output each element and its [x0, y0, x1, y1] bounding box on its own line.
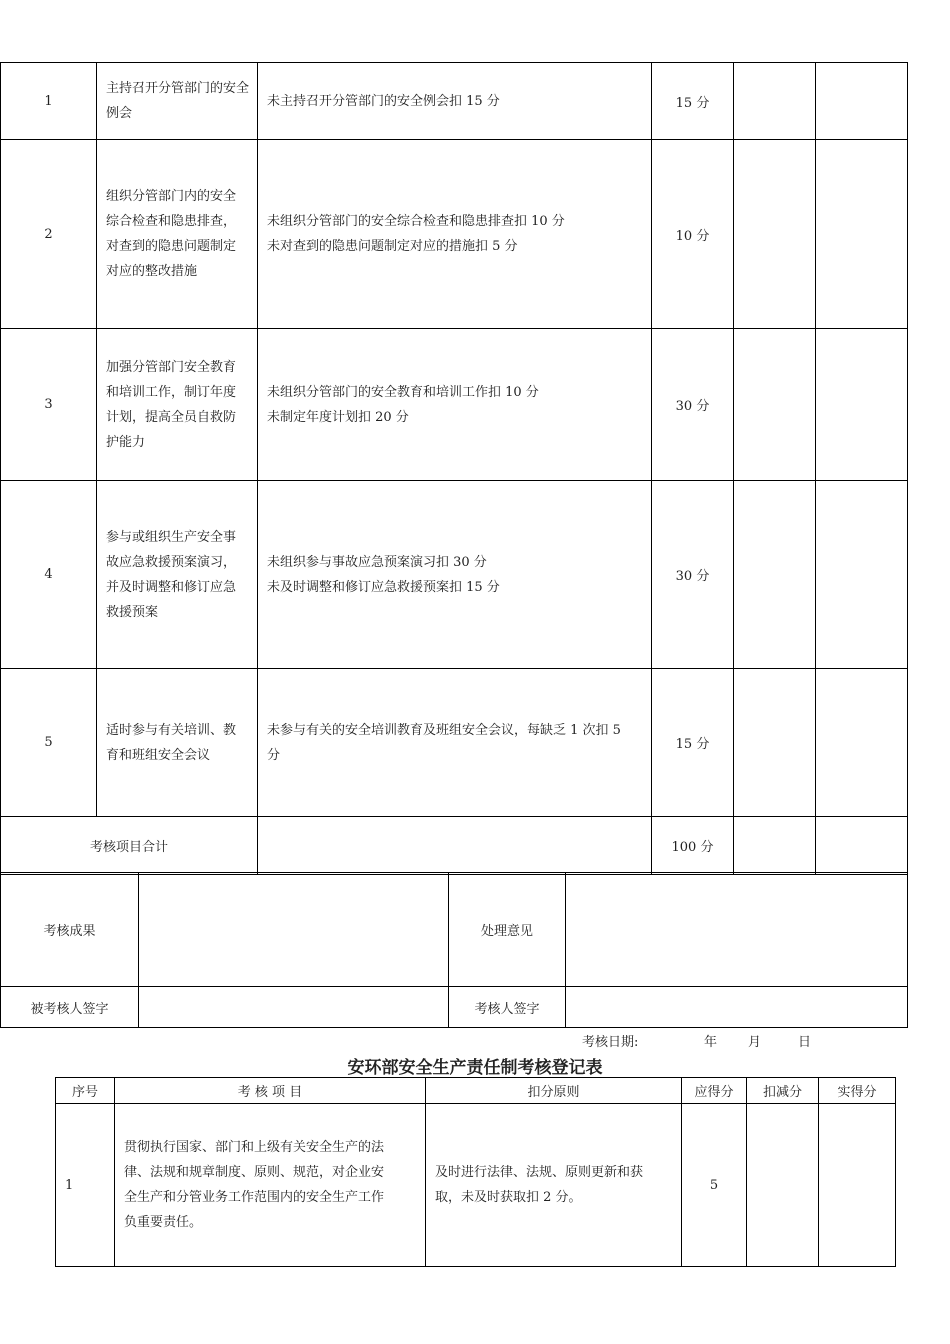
actual-score-cell[interactable]	[816, 481, 908, 669]
signature-row	[1, 987, 908, 1028]
deduction-rule: 及时进行法律、法规、原则更新和获 取，未及时获取扣 2 分。	[426, 1104, 682, 1267]
row-number: 4	[1, 481, 97, 669]
deduction-rule: 未主持召开分管部门的安全例会扣 15 分	[258, 63, 652, 140]
date-month: 月	[748, 1035, 762, 1050]
registration-table	[55, 1077, 896, 1267]
actual-score-cell[interactable]	[819, 1104, 896, 1267]
deduction-cell[interactable]	[734, 481, 816, 669]
table-row	[1, 481, 908, 669]
header-no: 序号	[56, 1078, 115, 1104]
assessor-sign-field[interactable]	[566, 987, 908, 1028]
deduction-cell[interactable]	[734, 669, 816, 817]
date-day: 日	[798, 1035, 812, 1050]
table-row	[1, 329, 908, 481]
deduction-cell[interactable]	[747, 1104, 819, 1267]
header-actual: 实得分	[819, 1078, 896, 1104]
table-row	[1, 669, 908, 817]
row-number: 3	[1, 329, 97, 481]
deduction-rule: 未组织参与事故应急预案演习扣 30 分 未及时调整和修订应急救援预案扣 15 分	[258, 481, 652, 669]
opinion-label: 处理意见	[449, 873, 566, 987]
actual-score-cell[interactable]	[816, 669, 908, 817]
header-deduct: 扣减分	[747, 1078, 819, 1104]
assessment-item: 适时参与有关培训、教 育和班组安全会议	[97, 669, 258, 817]
total-deduction-cell[interactable]	[734, 817, 816, 875]
assessment-item: 加强分管部门安全教育 和培训工作，制订年度 计划，提高全员自救防 护能力	[97, 329, 258, 481]
table-row	[56, 1104, 896, 1267]
header-rule: 扣分原则	[426, 1078, 682, 1104]
assessment-item: 主持召开分管部门的安全 例会	[97, 63, 258, 140]
assessee-sign-label: 被考核人签字	[1, 987, 139, 1028]
deduction-rule: 未组织分管部门的安全综合检查和隐患排查扣 10 分 未对查到的隐患问题制定对应的措施扣 5 分	[258, 140, 652, 329]
assessment-result-table	[0, 872, 908, 1028]
row-number: 2	[1, 140, 97, 329]
result-label: 考核成果	[1, 873, 139, 987]
table-row	[1, 63, 908, 140]
row-number: 1	[1, 63, 97, 140]
assessment-item: 贯彻执行国家、部门和上级有关安全生产的法 律、法规和规章制度、原则、规范，对企业安 全生产和分管业务工作范围内的安全生产工作 负重要责任。	[115, 1104, 426, 1267]
header-row	[56, 1078, 896, 1104]
full-score: 30 分	[652, 481, 734, 669]
total-row	[1, 817, 908, 875]
deduction-rule: 未组织分管部门的安全教育和培训工作扣 10 分 未制定年度计划扣 20 分	[258, 329, 652, 481]
result-field[interactable]	[139, 873, 449, 987]
section-title: 安环部安全生产责任制考核登记表	[347, 1058, 603, 1078]
assessee-sign-field[interactable]	[139, 987, 449, 1028]
assessment-item: 组织分管部门内的安全 综合检查和隐患排查， 对查到的隐患问题制定 对应的整改措施	[97, 140, 258, 329]
result-row	[1, 873, 908, 987]
total-score: 100 分	[652, 817, 734, 875]
header-item: 考 核 项 目	[115, 1078, 426, 1104]
actual-score-cell[interactable]	[816, 140, 908, 329]
assessment-items-table	[0, 62, 908, 875]
deduction-cell[interactable]	[734, 63, 816, 140]
actual-score-cell[interactable]	[816, 329, 908, 481]
deduction-rule: 未参与有关的安全培训教育及班组安全会议，每缺乏 1 次扣 5 分	[258, 669, 652, 817]
row-number: 1	[56, 1104, 115, 1267]
table-row	[1, 140, 908, 329]
full-score: 15 分	[652, 63, 734, 140]
total-rule-cell	[258, 817, 652, 875]
total-actual-cell[interactable]	[816, 817, 908, 875]
total-label: 考核项目合计	[1, 817, 258, 875]
full-score: 10 分	[652, 140, 734, 329]
row-number: 5	[1, 669, 97, 817]
actual-score-cell[interactable]	[816, 63, 908, 140]
should-score: 5	[682, 1104, 747, 1267]
full-score: 15 分	[652, 669, 734, 817]
header-should: 应得分	[682, 1078, 747, 1104]
deduction-cell[interactable]	[734, 329, 816, 481]
full-score: 30 分	[652, 329, 734, 481]
assessor-sign-label: 考核人签字	[449, 987, 566, 1028]
date-label: 考核日期:	[582, 1035, 639, 1050]
date-year: 年	[704, 1035, 718, 1050]
assessment-item: 参与或组织生产安全事 故应急救援预案演习， 并及时调整和修订应急 救援预案	[97, 481, 258, 669]
opinion-field[interactable]	[566, 873, 908, 987]
deduction-cell[interactable]	[734, 140, 816, 329]
